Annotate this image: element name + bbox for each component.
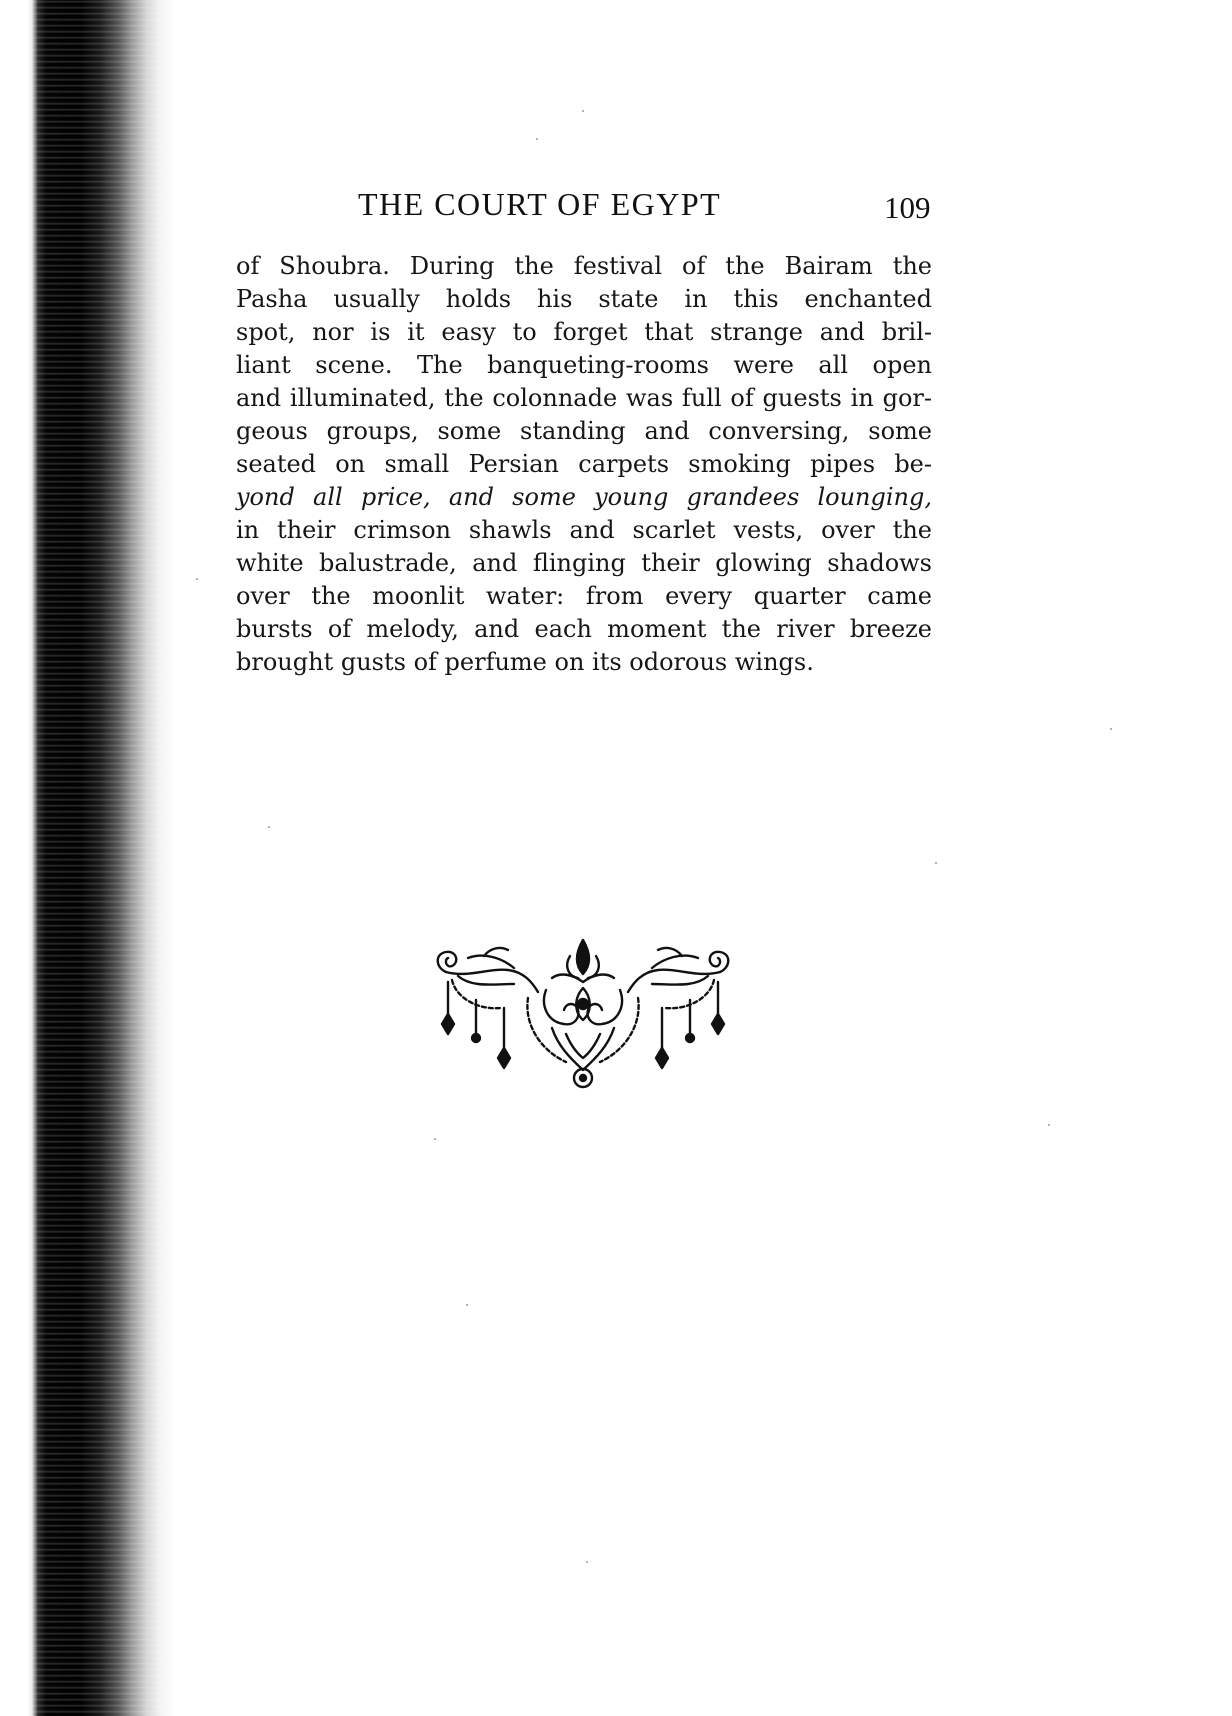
scan-speck	[1048, 1124, 1050, 1126]
running-head: THE COURT OF EGYPT	[358, 186, 722, 222]
binding-shadow	[0, 0, 180, 1716]
scan-speck	[935, 862, 937, 864]
text-line: and illuminated, the colonnade was full of guests in gor-	[236, 384, 932, 412]
tailpiece-ornament-icon	[428, 938, 738, 1108]
scan-speck	[536, 138, 538, 140]
text-line: liant scene. The banqueting-rooms were all open	[236, 351, 932, 379]
scan-speck	[196, 578, 198, 580]
scan-speck	[434, 1138, 436, 1140]
scan-speck	[466, 1304, 468, 1306]
body-text	[236, 250, 932, 679]
text-line: Pasha usually holds his state in this enchanted	[236, 285, 932, 313]
scan-speck	[586, 1561, 588, 1563]
text-line: spot, nor is it easy to forget that strange and bril-	[236, 318, 932, 346]
scan-speck	[1110, 728, 1112, 730]
scan-speck	[582, 110, 584, 112]
text-line: over the moonlit water: from every quarter came	[236, 582, 932, 610]
text-line: geous groups, some standing and conversing, some	[236, 417, 932, 445]
text-line: yond all price, and some young grandees lounging,	[236, 483, 932, 511]
text-line: of Shoubra. During the festival of the Bairam the	[236, 252, 932, 280]
text-line: bursts of melody, and each moment the river breeze	[236, 615, 932, 643]
text-line: brought gusts of perfume on its odorous wings.	[236, 648, 814, 676]
text-line: white balustrade, and flinging their glowing shadows	[236, 549, 932, 577]
text-line: seated on small Persian carpets smoking pipes be-	[236, 450, 932, 478]
page-number: 109	[884, 190, 931, 225]
text-line: in their crimson shawls and scarlet vests, over the	[236, 516, 932, 544]
scan-speck	[268, 826, 270, 828]
